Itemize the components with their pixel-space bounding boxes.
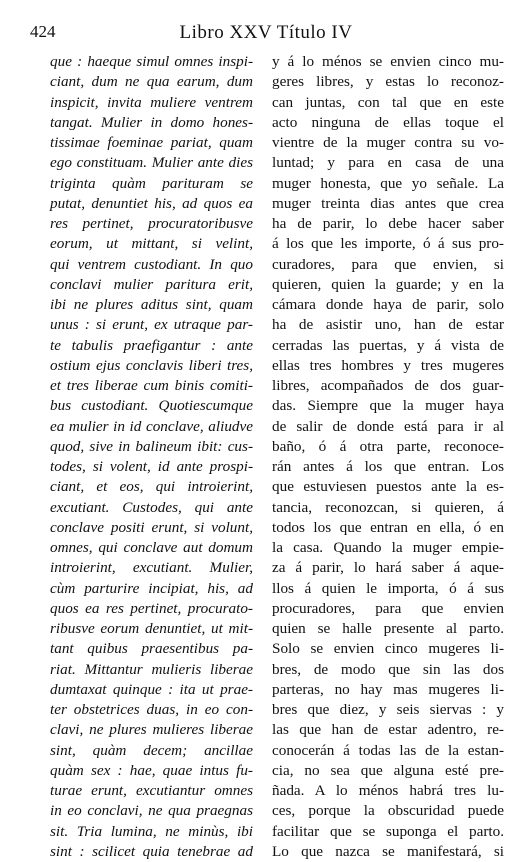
- page-number: 424: [30, 22, 56, 41]
- latin-text-line: excutiant. Custodes, qui ante: [50, 498, 253, 516]
- latin-text-line: inspicit, invita muliere ventrem: [50, 93, 253, 111]
- spanish-column: [272, 52, 504, 862]
- latin-text-line: bus custodiant. Quotiescumque: [50, 397, 253, 415]
- latin-text-line: res pertinet, procuratoribusve: [50, 215, 253, 232]
- spanish-text-line: bres que diez, y seis siervas : y: [272, 701, 504, 718]
- latin-text-line: sit. Tria lumina, ne minùs, ibi: [50, 822, 253, 840]
- page-header: [0, 22, 532, 48]
- spanish-text-line: can juntas, con tal que en este: [272, 93, 504, 111]
- latin-text-line: ea mulier in id conclave, aliudve: [50, 417, 253, 435]
- latin-text-line: putat, denuntiet his, ad quos ea: [50, 194, 253, 212]
- latin-text-line: te tabulis praefigantur : ante: [50, 336, 253, 354]
- latin-text-line: riat. Mittantur mulieris liberae: [50, 660, 253, 678]
- latin-text-line: todes, si volent, id ante prospi-: [50, 458, 253, 475]
- running-title: Libro XXV Título IV: [179, 22, 353, 43]
- spanish-text-line: quien se halle presente al parto.: [272, 620, 504, 637]
- latin-text-line: ibi ne plures aditus sint, quam: [50, 296, 253, 313]
- latin-text-line: introierint, excutiant. Mulier,: [50, 559, 253, 577]
- spanish-text-line: Lo que nazca se manifestará, si: [272, 842, 504, 860]
- spanish-text-line: luntad; y para en casa de una: [272, 154, 504, 172]
- spanish-text-line: á los que les importe, ó á sus pro-: [272, 235, 504, 253]
- latin-text-line: tissimae foeminae pariat, quam: [50, 134, 253, 151]
- spanish-text-line: que estuviesen puestos ante la es-: [272, 478, 504, 496]
- spanish-text-line: conocerán á todas las de la estan-: [272, 741, 504, 759]
- latin-text-line: quod, sive in balineum ibit: cus-: [50, 437, 253, 455]
- spanish-text-line: bres, de modo que sin las dos: [272, 660, 504, 678]
- spanish-text-line: geres libres, y estas lo reconoz-: [272, 73, 504, 91]
- latin-text-line: clavi, ne plures mulieres liberae: [50, 721, 253, 739]
- latin-text-line: tant quibus praesentibus pa-: [50, 640, 253, 658]
- spanish-text-line: cámara donde haya de parir, solo: [272, 296, 504, 313]
- spanish-text-line: muger treinta dias antes que crea: [272, 194, 504, 212]
- latin-text-line: in eo conclavi, ne qua praegnas: [50, 802, 253, 820]
- spanish-text-line: tancia, reconozcan, si quieren, á: [272, 498, 504, 516]
- spanish-text-line: y á lo ménos se envien cinco mu-: [272, 53, 504, 70]
- spanish-text-line: llos á quien le importa, ó á sus: [272, 579, 504, 597]
- latin-text-line: turae erunt, excutiantur omnes: [50, 782, 253, 799]
- latin-text-line: tangat. Mulier in domo hones-: [50, 113, 253, 131]
- spanish-text-line: facilitar que se suponga el parto.: [272, 822, 504, 840]
- spanish-text-line: cerradas las puertas, y á vista de: [272, 336, 504, 354]
- latin-text-line: cùm parturire incipiat, his, ad: [50, 579, 253, 597]
- latin-text-line: omnes, qui conclave aut domum: [50, 539, 253, 556]
- latin-text-line: sint : scilicet quia tenebrae ad: [50, 842, 253, 860]
- spanish-text-line: quieren, quien la guarde; y en la: [272, 275, 504, 293]
- spanish-text-line: de salir de donde está para ir al: [272, 417, 504, 435]
- spanish-text-line: ha de parir, lo debe hacer saber: [272, 215, 504, 232]
- latin-text-line: ciant, et eos, qui introierint,: [50, 478, 253, 496]
- spanish-text-line: libres, acompañados de dos guar-: [272, 377, 504, 394]
- spanish-text-line: Solo se envien cinco mugeres li-: [272, 640, 504, 658]
- spanish-text-line: las que han de estar adentro, re-: [272, 721, 504, 739]
- latin-column: [50, 52, 253, 862]
- latin-text-line: qui ventrem custodiant. In quo: [50, 255, 253, 273]
- spanish-text-line: rán antes á los que entran. Los: [272, 458, 504, 475]
- spanish-text-line: ces, porque la obscuridad puede: [272, 802, 504, 820]
- latin-text-line: ciant, dum ne qua earum, dum: [50, 73, 253, 91]
- latin-text-line: ego constituam. Mulier ante dies: [50, 154, 253, 172]
- latin-text-line: conclavi mulier paritura erit,: [50, 275, 253, 293]
- latin-text-line: ribusve eorum denuntiet, ut mit-: [50, 620, 253, 637]
- spanish-text-line: parteras, no hay mas mugeres li-: [272, 680, 504, 698]
- spanish-text-line: todos los que entran en ella, ó en: [272, 518, 504, 536]
- spanish-text-line: cia, no sea que alguna esté pre-: [272, 761, 504, 779]
- latin-text-line: conclave positi erunt, si volunt,: [50, 518, 253, 536]
- latin-text-line: dumtaxat quinque : ita ut prae-: [50, 680, 253, 698]
- spanish-text-line: la casa. Quando la muger empie-: [272, 539, 504, 556]
- latin-text-line: unus : si erunt, ex utraque par-: [50, 316, 253, 334]
- spanish-text-line: muger honesta, que yo señale. La: [272, 174, 504, 192]
- spanish-text-line: vientre de la muger contra su vo-: [272, 134, 504, 151]
- latin-text-line: et tres liberae cum binis comiti-: [50, 377, 253, 394]
- spanish-text-line: acto ninguna de ellas toque el: [272, 113, 504, 131]
- spanish-text-line: za á parir, lo hará saber á aque-: [272, 559, 504, 577]
- spanish-text-line: das. Siempre que la muger haya: [272, 397, 504, 415]
- spanish-text-line: procuradores, para que envien: [272, 599, 504, 617]
- spanish-text-line: ha de asistir uno, han de estar: [272, 316, 504, 334]
- latin-text-line: triginta quàm parituram se: [50, 174, 253, 192]
- latin-text-line: sint, quàm decem; ancillae: [50, 741, 253, 759]
- latin-text-line: quos ea res pertinet, procurato-: [50, 599, 253, 617]
- spanish-text-line: curadores, para que envien, si: [272, 255, 504, 273]
- spanish-text-line: ñada. A lo ménos habrá tres lu-: [272, 782, 504, 799]
- latin-text-line: quàm sex : hae, quae intus fu-: [50, 761, 253, 779]
- latin-text-line: ter obstetrices duas, in eo con-: [50, 701, 253, 718]
- latin-text-line: eorum, ut mittant, si velint,: [50, 235, 253, 253]
- spanish-text-line: ellas tres hombres y tres mugeres: [272, 356, 504, 374]
- latin-text-line: ostium ejus conclavis liberi tres,: [50, 356, 253, 374]
- spanish-text-line: baño, ó á otra parte, reconoce-: [272, 437, 504, 455]
- latin-text-line: que : haeque simul omnes inspi-: [50, 53, 253, 70]
